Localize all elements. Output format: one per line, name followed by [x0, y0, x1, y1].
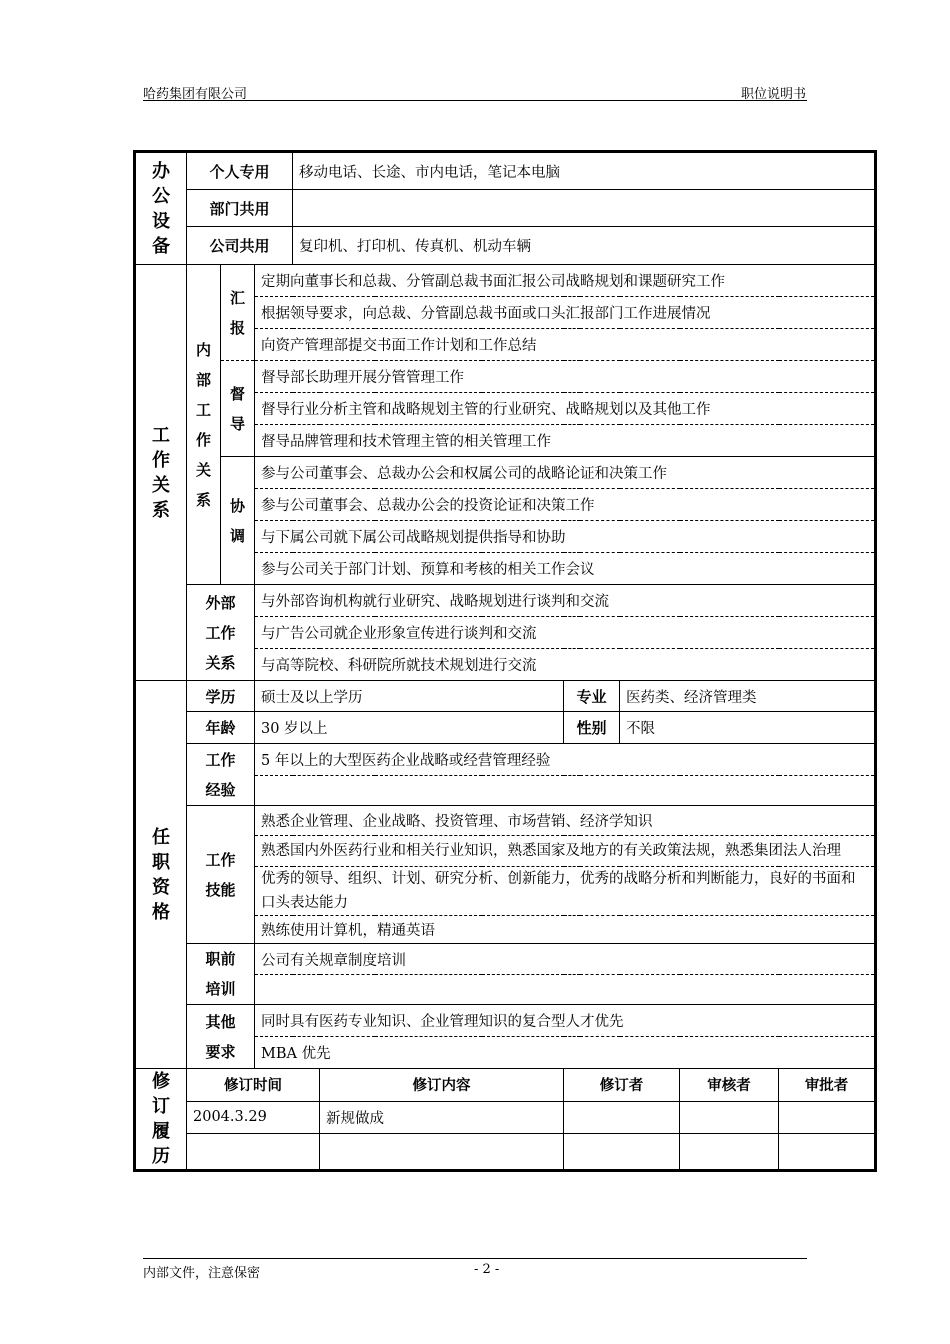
skill-item: 熟练使用计算机，精通英语: [255, 916, 876, 944]
other-requirement-item: MBA 优先: [255, 1037, 876, 1069]
qualifications-section-label: 任 职 资 格: [135, 681, 187, 1069]
report-item: 向资产管理部提交书面工作计划和工作总结: [255, 329, 876, 361]
revision-content-cell: 新规做成: [320, 1101, 564, 1133]
training-label: 职前 培训: [187, 944, 255, 1005]
office-personal-value: 移动电话、长途、市内电话，笔记本电脑: [293, 152, 876, 190]
experience-value: 5 年以上的大型医药企业战略或经营管理经验: [255, 744, 876, 776]
external-item: 与高等院校、科研院所就技术规划进行交流: [255, 649, 876, 681]
external-relations-label: 外部 工作 关系: [187, 585, 255, 681]
revision-header-approver: 审批者: [779, 1069, 876, 1102]
office-section-label: 办 公 设 备: [135, 152, 187, 265]
external-item: 与外部咨询机构就行业研究、战略规划进行谈判和交流: [255, 585, 876, 617]
skill-item: 熟悉企业管理、企业战略、投资管理、市场营销、经济学知识: [255, 806, 876, 836]
revision-reviewer-cell: [680, 1101, 779, 1133]
internal-relations-label: 内 部 工 作 关 系: [187, 265, 221, 585]
skills-label: 工作 技能: [187, 806, 255, 944]
gender-value: 不限: [620, 712, 876, 744]
relations-section-label: 工 作 关 系: [135, 265, 187, 681]
coordinate-item: 参与公司董事会、总裁办公会的投资论证和决策工作: [255, 489, 876, 521]
other-requirements-label: 其他 要求: [187, 1005, 255, 1069]
revision-date-cell: [187, 1133, 320, 1170]
footer-confidential-note: 内部文件，注意保密: [143, 1266, 261, 1281]
revision-date-cell: 2004.3.29: [187, 1101, 320, 1133]
revision-reviser-cell: [564, 1101, 680, 1133]
supervise-item: 督导部长助理开展分管管理工作: [255, 361, 876, 393]
office-department-label: 部门共用: [187, 190, 293, 227]
revision-section-label: 修 订 履 历: [135, 1069, 187, 1171]
revision-header-date: 修订时间: [187, 1069, 320, 1102]
major-value: 医药类、经济管理类: [620, 681, 876, 712]
coordinate-item: 参与公司关于部门计划、预算和考核的相关工作会议: [255, 553, 876, 585]
supervise-item: 督导行业分析主管和战略规划主管的行业研究、战略规划以及其他工作: [255, 393, 876, 425]
job-description-table: [133, 150, 877, 1172]
report-label: 汇 报: [221, 265, 255, 361]
office-company-label: 公司共用: [187, 227, 293, 265]
footer-rule: [143, 1258, 807, 1259]
major-label: 专业: [564, 681, 620, 712]
training-value: 公司有关规章制度培训: [255, 944, 876, 975]
supervise-label: 督 导: [221, 361, 255, 457]
age-label: 年龄: [187, 712, 255, 744]
revision-reviser-cell: [564, 1133, 680, 1170]
external-item: 与广告公司就企业形象宣传进行谈判和交流: [255, 617, 876, 649]
header-doc-title: 职位说明书: [740, 87, 806, 102]
other-requirement-item: 同时具有医药专业知识、企业管理知识的复合型人才优先: [255, 1005, 876, 1037]
experience-label: 工作 经验: [187, 744, 255, 806]
experience-blank: [255, 776, 876, 806]
education-label: 学历: [187, 681, 255, 712]
revision-header-reviser: 修订者: [564, 1069, 680, 1102]
revision-approver-cell: [779, 1101, 876, 1133]
revision-content-cell: [320, 1133, 564, 1170]
office-personal-label: 个人专用: [187, 152, 293, 190]
revision-header-content: 修订内容: [320, 1069, 564, 1102]
coordinate-item: 参与公司董事会、总裁办公会和权属公司的战略论证和决策工作: [255, 457, 876, 489]
skill-item: 熟悉国内外医药行业和相关行业知识，熟悉国家及地方的有关政策法规，熟悉集团法人治理: [255, 836, 876, 867]
coordinate-item: 与下属公司就下属公司战略规划提供指导和协助: [255, 521, 876, 553]
header-company: 哈药集团有限公司: [143, 87, 248, 102]
footer-page-number: - 2 -: [474, 1262, 500, 1277]
training-blank: [255, 975, 876, 1005]
office-department-value: [293, 190, 876, 227]
gender-label: 性别: [564, 712, 620, 744]
supervise-item: 督导品牌管理和技术管理主管的相关管理工作: [255, 425, 876, 457]
header-rule: [143, 100, 807, 101]
skill-item: 优秀的领导、组织、计划、研究分析、创新能力，优秀的战略分析和判断能力，良好的书面和口头表达能力: [255, 867, 876, 916]
education-value: 硕士及以上学历: [255, 681, 564, 712]
revision-reviewer-cell: [680, 1133, 779, 1170]
report-item: 定期向董事长和总裁、分管副总裁书面汇报公司战略规划和课题研究工作: [255, 265, 876, 297]
age-value: 30 岁以上: [255, 712, 564, 744]
report-item: 根据领导要求，向总裁、分管副总裁书面或口头汇报部门工作进展情况: [255, 297, 876, 329]
coordinate-label: 协 调: [221, 457, 255, 585]
office-company-value: 复印机、打印机、传真机、机动车辆: [293, 227, 876, 265]
revision-approver-cell: [779, 1133, 876, 1170]
revision-header-reviewer: 审核者: [680, 1069, 779, 1102]
